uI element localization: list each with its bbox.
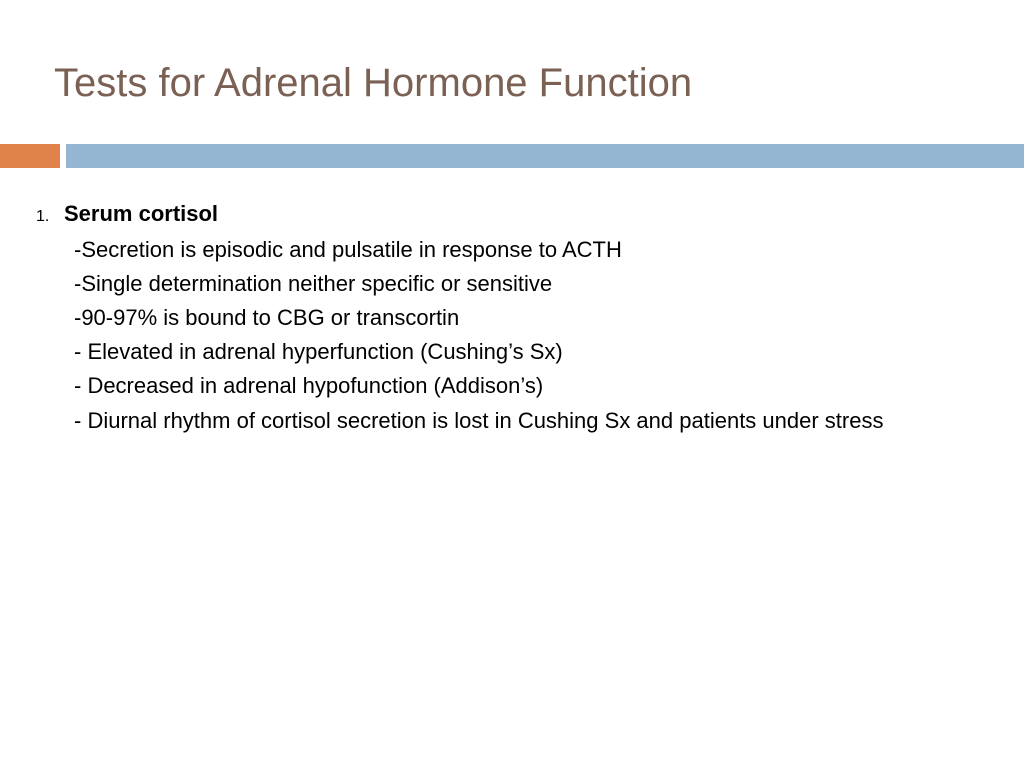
list-item-heading xyxy=(36,198,976,233)
detail-line: -90-97% is bound to CBG or transcortin xyxy=(74,305,460,330)
detail-list xyxy=(36,233,976,434)
slide-title: Tests for Adrenal Hormone Function xyxy=(54,61,693,105)
list-item-number: 1. xyxy=(36,208,50,225)
detail-line: - Elevated in adrenal hyperfunction (Cushing’s Sx) xyxy=(74,339,563,364)
detail-line: - Diurnal rhythm of cortisol secretion is lost in Cushing Sx and patients under stress xyxy=(74,408,884,433)
detail-line: - Decreased in adrenal hypofunction (Addison’s) xyxy=(74,373,544,398)
accent-bar-orange xyxy=(0,144,60,168)
detail-line: -Single determination neither specific or sensitive xyxy=(74,271,553,296)
list-item-title: Serum cortisol xyxy=(64,201,219,226)
detail-line: -Secretion is episodic and pulsatile in response to ACTH xyxy=(74,237,622,262)
slide-body xyxy=(36,198,976,434)
accent-bar-blue xyxy=(66,144,1024,168)
